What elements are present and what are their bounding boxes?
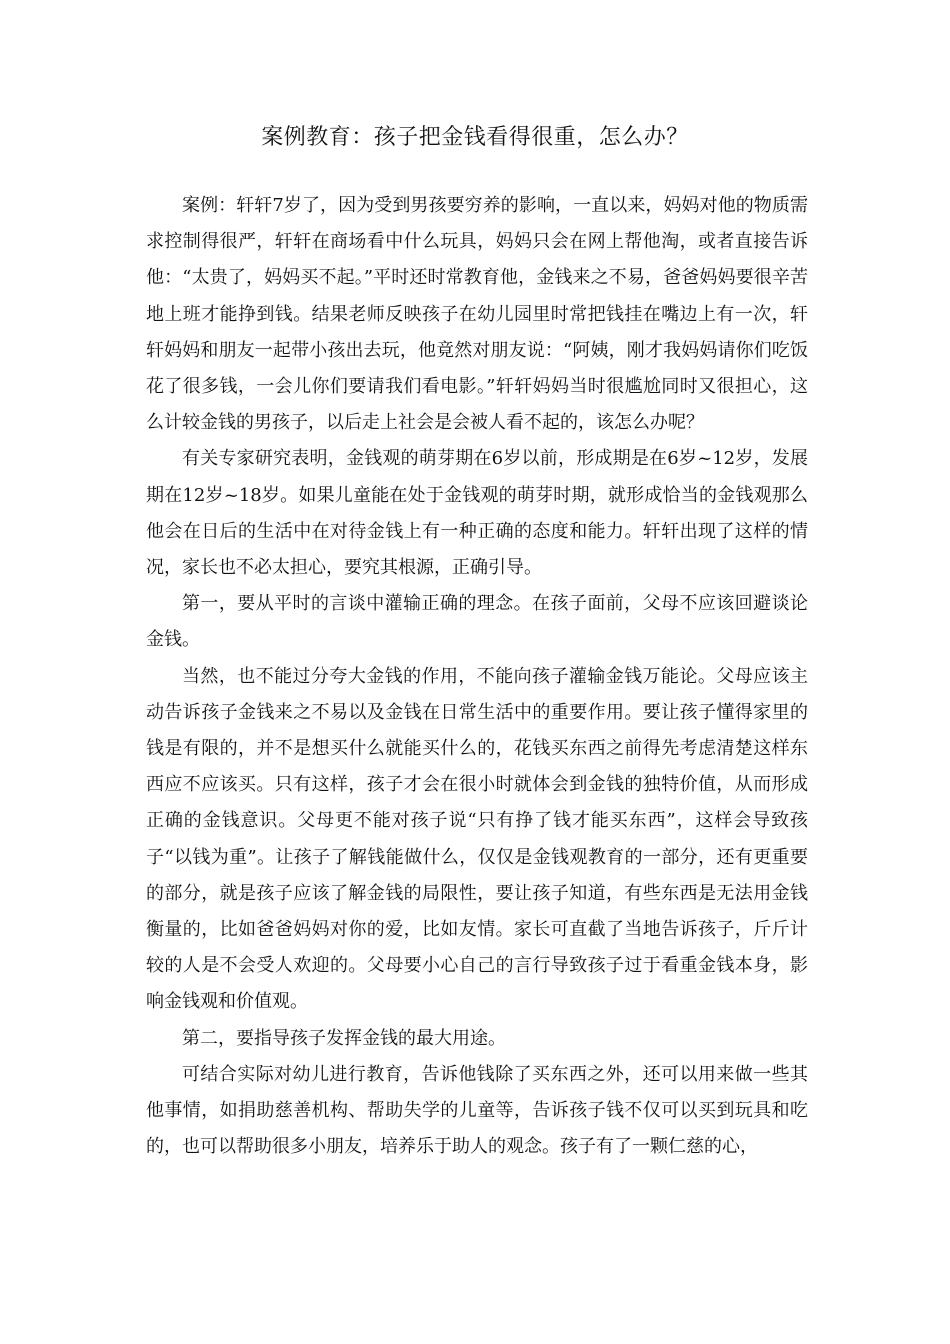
paragraph-second-detail: 可结合实际对幼儿进行教育，告诉他钱除了买东西之外，还可以用来做一些其他事情，如捐助慈善机构、帮助失学的儿童等，告诉孩子钱不仅可以买到玩具和吃的，也可以帮助很多小朋友，培养乐于助人的观念。孩子有了一颗仁慈的心， [146, 1063, 808, 1158]
paragraph-second-point: 第二，要指导孩子发挥金钱的最大用途。 [182, 1027, 506, 1049]
document-body [146, 188, 808, 1165]
document-title: 案例教育：孩子把金钱看得很重，怎么办？ [261, 125, 689, 150]
paragraph-first-point: 第一，要从平时的言谈中灌输正确的理念。在孩子面前，父母不应该回避谈论金钱。 [146, 593, 808, 651]
paragraph-case: 案例：轩轩7岁了，因为受到男孩要穷养的影响，一直以来，妈妈对他的物质需求控制得很严，轩轩在商场看中什么玩具，妈妈只会在网上帮他淘，或者直接告诉他：“太贵了，妈妈买不起。”平时还时常教育他，金钱来之不易，爸爸妈妈要很辛苦地上班才能挣到钱。结果老师反映孩子在幼儿园里时常把钱挂在嘴边上有一次，轩轩妈妈和朋友一起带小孩出去玩，他竟然对朋友说：“阿姨，刚才我妈妈请你们吃饭花了很多钱，一会儿你们要请我们看电影。”轩轩妈妈当时很尴尬同时又很担心，这么计较金钱的男孩子，以后走上社会是会被人看不起的，该怎么办呢？ [146, 195, 808, 434]
paragraph-first-detail: 当然，也不能过分夸大金钱的作用，不能向孩子灌输金钱万能论。父母应该主动告诉孩子金钱来之不易以及金钱在日常生活中的重要作用。要让孩子懂得家里的钱是有限的，并不是想买什么就能买什么的，花钱买东西之前得先考虑清楚这样东西应不应该买。只有这样，孩子才会在很小时就体会到金钱的独特价值，从而形成正确的金钱意识。父母更不能对孩子说“只有挣了钱才能买东西”，这样会导致孩子“以钱为重”。让孩子了解钱能做什么，仅仅是金钱观教育的一部分，还有更重要的部分，就是孩子应该了解金钱的局限性，要让孩子知道，有些东西是无法用金钱衡量的，比如爸爸妈妈对你的爱，比如友情。家长可直截了当地告诉孩子，斤斤计较的人是不会受人欢迎的。父母要小心自己的言行导致孩子过于看重金钱本身，影响金钱观和价值观。 [146, 665, 808, 1013]
paragraph-research: 有关专家研究表明，金钱观的萌芽期在6岁以前，形成期是在6岁~12岁，发展期在12岁~18岁。如果儿童能在处于金钱观的萌芽时期，就形成恰当的金钱观那么他会在日后的生活中在对待金钱上有一种正确的态度和能力。轩轩出现了这样的情况，家长也不必太担心，要究其根源，正确引导。 [146, 448, 808, 579]
